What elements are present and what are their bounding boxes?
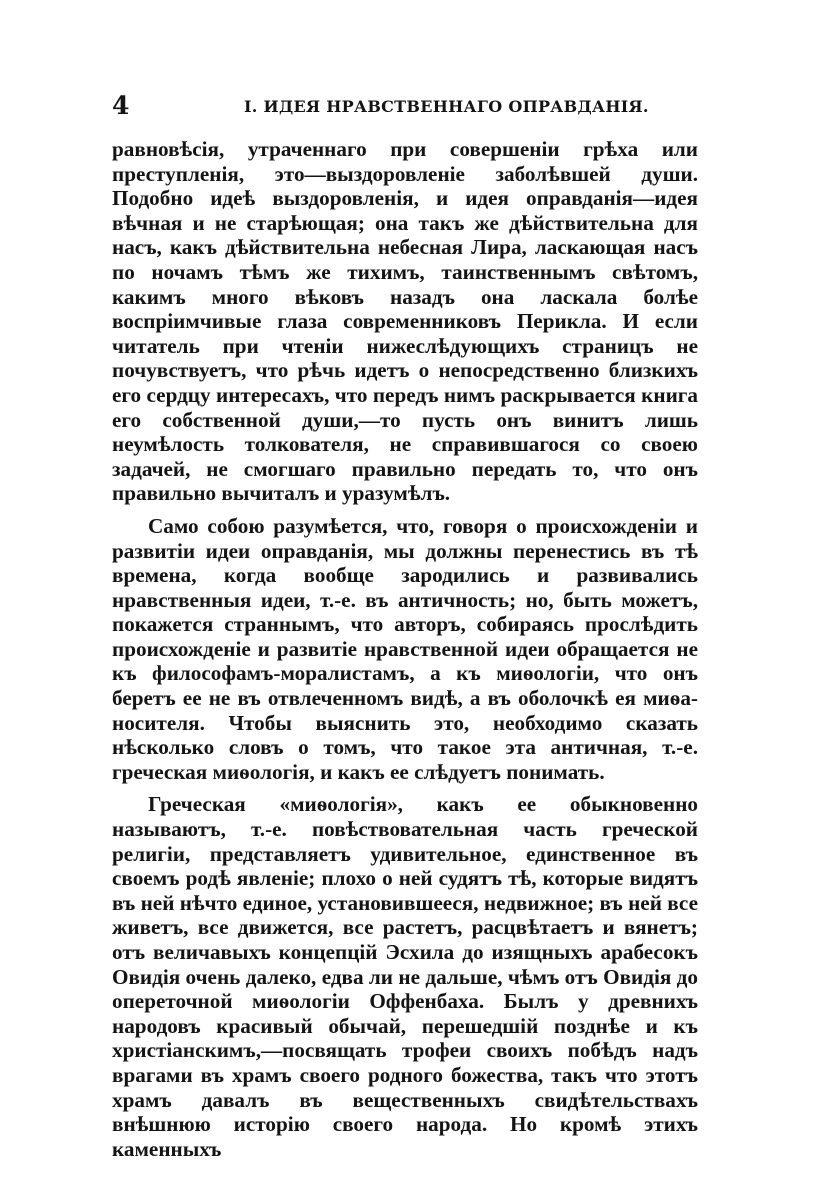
body-text [112,137,698,1169]
paragraph-2: Само собою разумѣется, что, говоря о происхожденіи и развитіи идеи оправданія, мы должны перенестись въ тѣ времена, когда вообще зародились и развивались нравственныя идеи, т.-е. въ античность; но, быть можетъ, покажется страннымъ, что авторъ, собираясь прослѣдить происхожденіе и развитіе нравственной идеи обращается не къ философамъ-моралистамъ, а къ миѳологіи, что онъ беретъ ее не въ отвлеченномъ видѣ, а въ оболочкѣ ея миѳа-носителя. Чтобы выяснить это, необходимо сказать нѣсколько словъ о томъ, что такое эта античная, т.-е. греческая миѳологія, и какъ ее слѣдуетъ понимать. [112,513,698,784]
running-title: I. ИДЕЯ НРАВСТВЕННАГО ОПРАВДАНІЯ. [244,97,649,116]
page-number: 4 [112,91,130,120]
paragraph-3: Греческая «миѳологія», какъ ее обыкновенно называютъ, т.-е. повѣствовательная часть греческой религіи, представляетъ удивительное, единственное въ своемъ родѣ явленіе; плохо о ней судятъ тѣ, которые видятъ въ ней нѣчто единое, установившееся, недвижное; въ ней все живетъ, все движется, все растетъ, расцвѣтаетъ и вянетъ; отъ величавыхъ концепцій Эсхила до изящныхъ арабесокъ Овидія очень далеко, едва ли не дальше, чѣмъ отъ Овидія до опереточной миѳологіи Оффенбаха. Былъ у древнихъ народовъ красивый обычай, перешедшій позднѣе и къ христіанскимъ,—посвящать трофеи своихъ побѣдъ надъ врагами въ храмъ своего родного божества, такъ что этотъ храмъ давалъ въ вещественныхъ свидѣтельствахъ внѣшнюю исторію своего народа. Но кромѣ этихъ каменныхъ [112,792,698,1161]
paragraph-1: равновѣсія, утраченнаго при совершеніи грѣха или преступленія, это—выздоровленіе заболѣвшей души. Подобно идеѣ выздоровленія, и идея оправданія—идея вѣчная и не старѣющая; она такъ же дѣйствительна для насъ, какъ дѣйствительна небесная Лира, ласкающая насъ по ночамъ тѣмъ же тихимъ, таинственнымъ свѣтомъ, какимъ много вѣковъ назадъ она ласкала болѣе воспріимчивые глаза современниковъ Перикла. И если читатель при чтеніи нижеслѣдующихъ страницъ не почувствуетъ, что рѣчь идетъ о непосредственно близкихъ его сердцу интересахъ, что передъ нимъ раскрывается книга его собственной души,—то пусть онъ винитъ лишь неумѣлость толкователя, не справившагося со своею задачей, не смогшаго правильно передать то, что онъ правильно вычиталъ и уразумѣлъ. [112,137,698,506]
